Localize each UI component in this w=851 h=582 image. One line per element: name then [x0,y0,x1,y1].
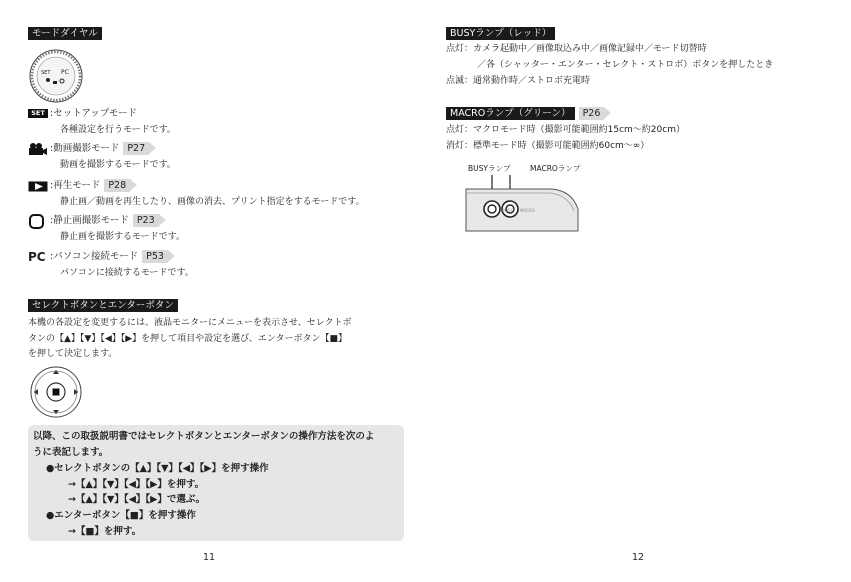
busy-line-3: 点滅：通常動作時／ストロボ充電時 [446,76,591,86]
figure-body-macro: MACRO [520,208,535,213]
enter-button-icon [53,389,60,396]
page-ref-p26: P26 [579,107,605,120]
select-enter-body-line3: を押して決定します。 [28,349,118,359]
page-number-right: 12 [632,552,645,563]
figure-body-busy: BUSY [502,208,513,213]
movie-mode-icon [28,142,48,156]
macro-line-1: 点灯：マクロモード時（撮影可能範囲約15cm〜約20cm） [446,125,685,135]
mode-label-still: :静止画撮影モード P23 [50,214,159,228]
note-line-7: →【■】を押す。 [68,526,142,537]
mode-desc-play: 静止画／動画を再生したり、画像の消去、プリント指定をするモードです。 [60,197,365,207]
mode-label-setup: :セットアップモード [50,108,137,119]
mode-label-play: :再生モード P28 [50,179,130,193]
note-line-3: ●セレクトボタンの【▲】【▼】【◀】【▶】を押す操作 [46,463,269,474]
note-line-4: →【▲】【▼】【◀】【▶】を押す。 [68,479,205,490]
mode-dial-illustration [28,48,84,104]
busy-lamp-header: BUSYランプ（レッド） [446,27,555,40]
figure-label-macro: MACROランプ [530,164,581,173]
figure-label-busy: BUSYランプ [468,164,511,173]
set-mode-icon: SET [28,109,48,118]
note-line-6: ●エンターボタン【■】を押す操作 [46,510,196,521]
select-enter-body-line1: 本機の各設定を変更するには、液晶モニターにメニューを表示させ、セレクトボ [28,318,352,328]
mode-desc-movie: 動画を撮影するモードです。 [60,160,176,170]
dial-label-set: SET [41,70,51,76]
macro-lamp-header-row [446,107,604,121]
mode-label-movie: :動画撮影モード P27 [50,142,149,156]
mode-label-pc: :パソコン接続モード P53 [50,250,168,264]
page-ref-p27: P27 [123,142,149,155]
note-line-1: 以降、この取扱説明書ではセレクトボタンとエンターボタンの操作方法を次のよ [33,431,375,442]
pc-mode-icon: PC [28,250,46,264]
mode-dial-header: モードダイヤル [28,27,102,40]
mode-desc-pc: パソコンに接続するモードです。 [60,268,194,278]
page-number-left: 11 [203,552,216,563]
note-line-5: →【▲】【▼】【◀】【▶】で選ぶ。 [68,494,206,505]
page-ref-p53: P53 [142,250,168,263]
mode-desc-setup: 各種設定を行うモードです。 [60,125,176,135]
macro-line-2: 消灯：標準モード時（撮影可能範囲約60cm〜∞） [446,141,650,151]
note-line-2: うに表記します。 [33,447,109,458]
dial-label-pc: PC [61,69,69,76]
play-mode-icon [28,181,48,192]
camera-lamps-illustration [464,175,584,233]
page-ref-p28: P28 [104,179,130,192]
notation-note-box [28,425,404,541]
select-enter-body-line2: タンの【▲】【▼】【◀】【▶】を押して項目や設定を選び、エンターボタン【■】 [28,334,347,344]
mode-desc-still: 静止画を撮影するモードです。 [60,232,185,242]
macro-lamp-header: MACROランプ（グリーン） [446,107,575,120]
select-button-illustration [28,365,84,419]
still-mode-icon [29,214,44,229]
busy-line-1: 点灯：カメラ起動中／画像取込み中／画像記録中／モード切替時 [446,44,707,54]
busy-line-2: ／各（シャッター・エンター・セレクト・ストロボ）ボタンを押したとき [477,60,774,70]
page-ref-p23: P23 [133,214,159,227]
select-enter-header: セレクトボタンとエンターボタン [28,299,178,312]
